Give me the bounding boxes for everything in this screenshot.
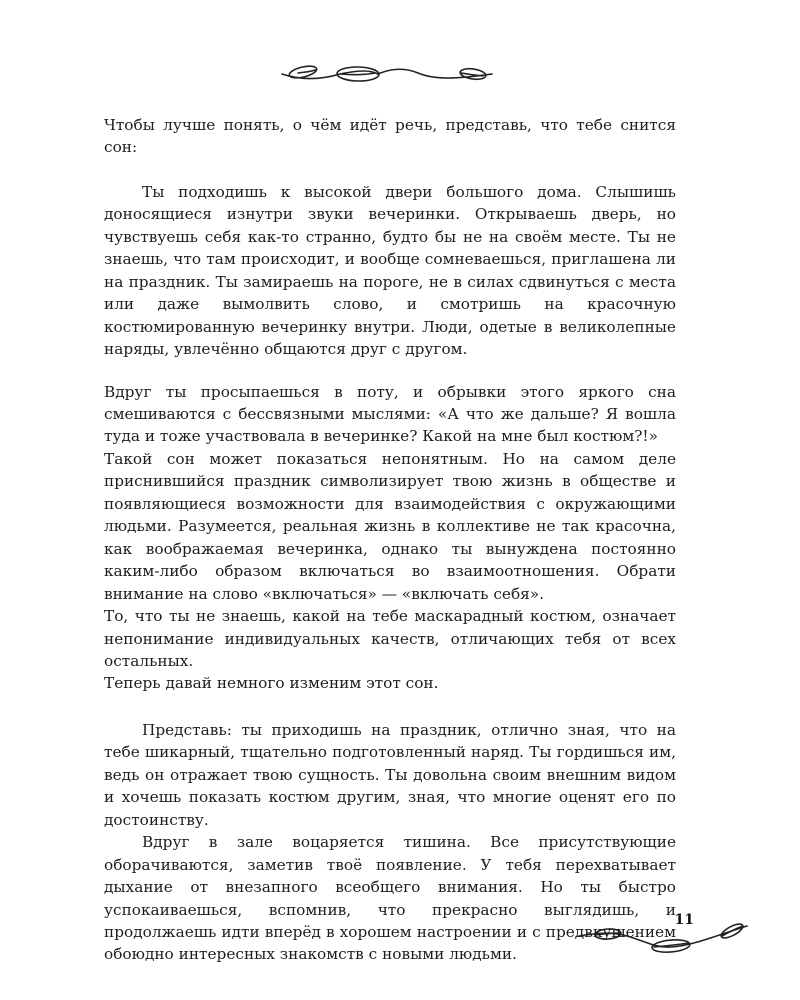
- book-page-text: [104, 114, 676, 966]
- costume-meaning-paragraph: То, что ты не знаешь, какой на тебе маскарадный костюм, означает непонимание индивидуальных качеств, отличающих тебя от всех остальных.: [104, 607, 676, 670]
- top-leaf-ornament: [280, 60, 496, 88]
- intro-paragraph: Чтобы лучше понять, о чём идёт речь, представь, что тебе снится сон:: [104, 116, 676, 157]
- page-number: 11: [674, 912, 694, 928]
- change-dream-paragraph: Теперь давай немного изменим этот сон.: [104, 674, 439, 693]
- silence-paragraph: Вдруг в зале воцаряется тишина. Все присутствующие оборачиваются, заметив твоё появление. У тебя перехватывает дыхание от внезапного всеобщего внимания. Но ты быстро успокаиваешься, вспомнив, что прекрасно выглядишь, и продолжаешь идти вперёд в хорошем настроении и с предвкушением обоюдно интересных знакомств с новыми людьми.: [104, 833, 676, 964]
- dream-paragraph: Ты подходишь к высокой двери большого дома. Слышишь доносящиеся изнутри звуки вечеринки. Открываешь дверь, но чувствуешь себя как-то странно, будто бы не на своём месте. Ты не знаешь, что там происходит, и вообще сомневаешься, приглашена ли на праздник. Ты замираешь на пороге, не в силах сдвинуться с места или даже вымолвить слово, и смотришь на красочную костюмированную вечеринку внутри. Люди, одетые в великолепные наряды, увлечённо общаются друг с другом.: [104, 182, 676, 359]
- imagine-paragraph: Представь: ты приходишь на праздник, отлично зная, что на тебе шикарный, тщательно подготовленный наряд. Ты гордишься им, ведь он отражает твою сущность. Ты довольна своим внешним видом и хочешь показать костюм другим, зная, что многие оценят его по достоинству.: [104, 720, 676, 829]
- interpretation-paragraph: Такой сон может показаться непонятным. Но на самом деле приснившийся праздник символизирует твою жизнь в обществе и появляющиеся возможности для взаимодействия с окружающими людьми. Разумеется, реальная жизнь в коллективе не так красочна, как воображаемая вечеринка, однако ты вынуждена постоянно каким-либо образом включаться во взаимоотношения. Обрати внимание на слово «включаться» — «включать себя».: [104, 449, 676, 603]
- awakening-paragraph: Вдруг ты просыпаешься в поту, и обрывки этого яркого сна смешиваются с бессвязными мыслями: «А что же дальше? Я вошла туда и тоже участвовала в вечеринке? Какой на мне был костюм?!»: [104, 382, 676, 446]
